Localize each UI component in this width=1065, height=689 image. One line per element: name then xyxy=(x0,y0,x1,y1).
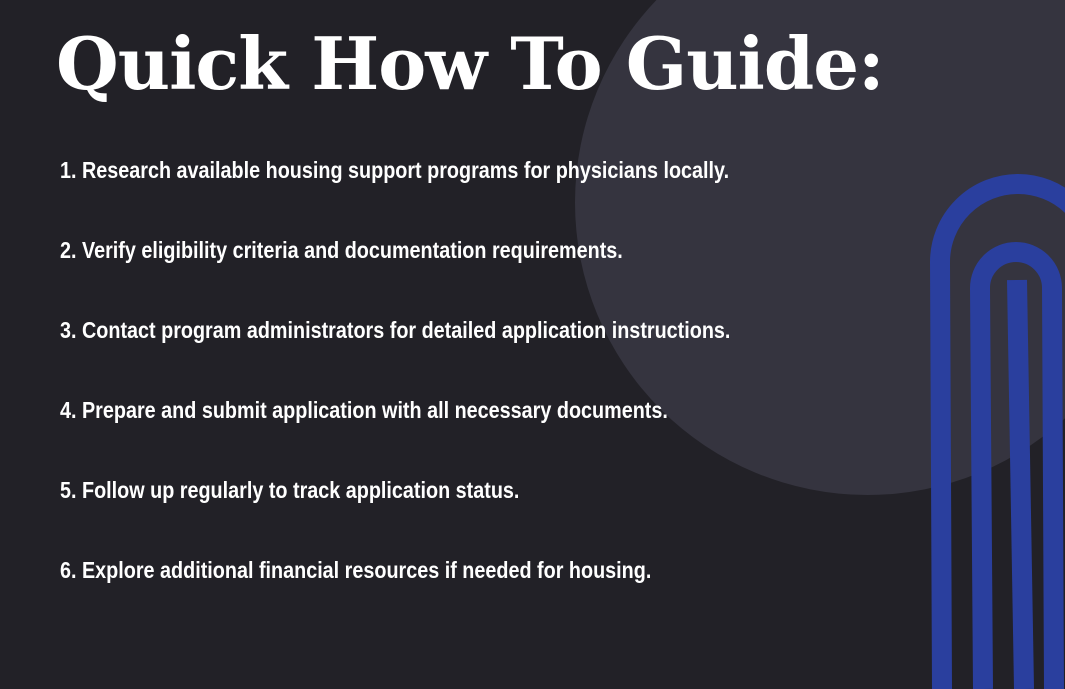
step-text: 4. Prepare and submit application with all necessary documents. xyxy=(60,397,668,423)
step-text: 5. Follow up regularly to track application status. xyxy=(60,477,520,503)
steps-list xyxy=(60,150,840,630)
list-item xyxy=(60,230,840,310)
list-item xyxy=(60,390,840,470)
step-text: 3. Contact program administrators for detailed application instructions. xyxy=(60,317,731,343)
list-item xyxy=(60,310,840,390)
step-text: 2. Verify eligibility criteria and documentation requirements. xyxy=(60,237,623,263)
list-item xyxy=(60,470,840,550)
page-title: Quick How To Guide: xyxy=(56,21,884,106)
inner-arch xyxy=(1017,280,1024,689)
step-text: 6. Explore additional financial resources if needed for housing. xyxy=(60,557,652,583)
list-item xyxy=(60,550,840,630)
step-text: 1. Research available housing support programs for physicians locally. xyxy=(60,157,730,183)
list-item xyxy=(60,150,840,230)
